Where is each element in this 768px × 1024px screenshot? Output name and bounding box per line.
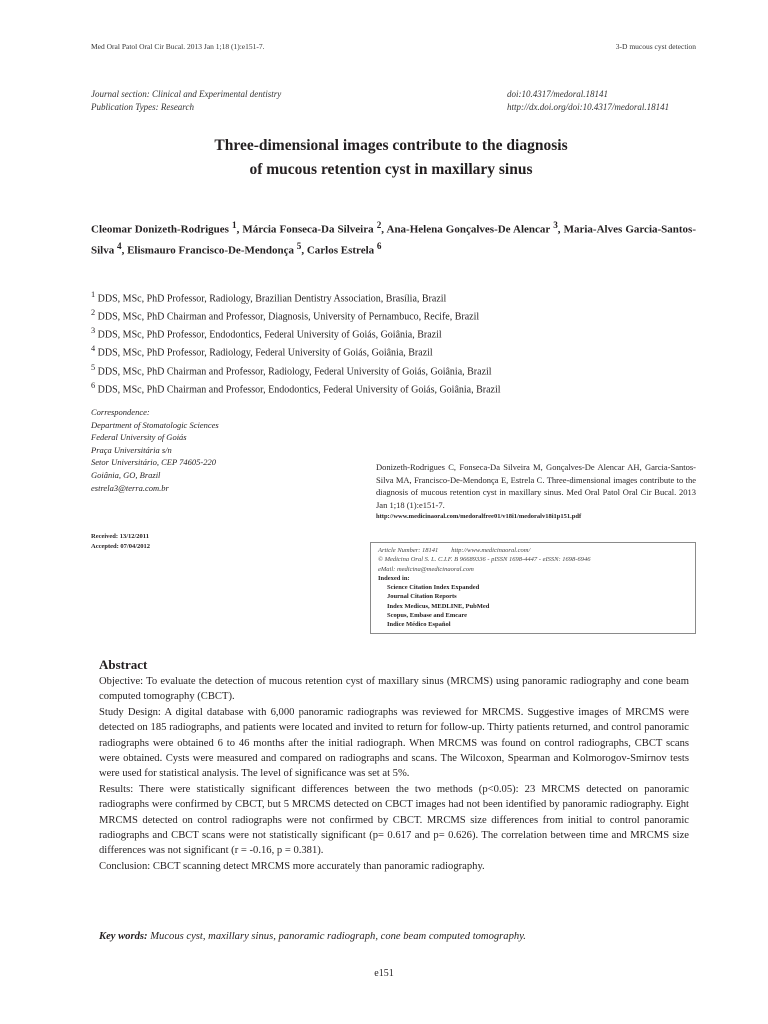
affiliation-number: 4 [91, 344, 96, 354]
affiliation-number: 5 [91, 362, 96, 372]
journal-meta-left [91, 88, 281, 114]
author-separator: , [301, 244, 307, 257]
affiliation-item [91, 342, 696, 360]
correspondence-line: Federal University of Goiás [91, 432, 187, 443]
author-name: Cleomar Donizeth-Rodrigues [91, 223, 229, 236]
contact-email[interactable]: eMail: medicina@medicinaoral.com [378, 565, 474, 573]
abstract-body [99, 674, 689, 874]
index-item: Journal Citation Reports [387, 593, 457, 601]
article-info-box [370, 542, 696, 634]
author-affiliation-marker: 6 [376, 240, 382, 251]
doi: doi:10.4317/medoral.18141 [507, 89, 608, 99]
running-head-right: 3-D mucous cyst detection [615, 42, 696, 51]
affiliation-text: DDS, MSc, PhD Professor, Radiology, Brazilian Dentistry Association, Brasília, Brazil [97, 293, 447, 305]
journal-meta-right [507, 88, 669, 114]
affiliation-text: DDS, MSc, PhD Professor, Endodontics, Federal University of Goiás, Goiânia, Brazil [97, 329, 442, 341]
author-affiliation-marker: 1 [232, 220, 237, 230]
author-separator: , [381, 223, 387, 236]
affiliation-text: DDS, MSc, PhD Chairman and Professor, Endodontics, Federal University of Goiás, Goiânia, Brazil [97, 383, 501, 395]
index-item: Scopus, Embase and Emcare [387, 612, 468, 620]
correspondence-label: Correspondence: [91, 407, 150, 417]
affiliation-text: DDS, MSc, PhD Professor, Radiology, Federal University of Goiás, Goiânia, Brazil [97, 347, 433, 359]
keywords-label: Key words: [99, 931, 148, 942]
correspondence-line: Department of Stomatologic Sciences [91, 419, 219, 430]
journal-site[interactable]: http://www.medicinaoral.com/ [451, 547, 531, 554]
author-separator: , [121, 244, 128, 257]
author-affiliation-marker: 5 [296, 240, 302, 251]
keywords [99, 929, 699, 944]
author-list [91, 217, 696, 258]
affiliation-number: 6 [91, 380, 96, 390]
affiliation-item [91, 361, 696, 379]
author-name: Ana-Helena Gonçalves-De Alencar [386, 223, 551, 236]
accepted-date: Accepted: 07/04/2012 [91, 542, 151, 550]
citation-url[interactable]: http://www.medicinaoral.com/medoralfree01/v18i1/medoralv18i1p151.pdf [376, 513, 582, 520]
page-number: e151 [374, 968, 394, 979]
affiliation-list [91, 288, 696, 397]
affiliation-text: DDS, MSc, PhD Chairman and Professor, Diagnosis, University of Pernambuco, Recife, Brazil [97, 311, 480, 323]
author-name: Márcia Fonseca-Da Silveira [242, 223, 374, 236]
paper-title [90, 134, 692, 182]
author-affiliation-marker: 3 [553, 220, 558, 230]
affiliation-item [91, 324, 696, 342]
author-affiliation-marker: 2 [376, 220, 382, 230]
affiliation-item [91, 288, 696, 306]
doi-link[interactable]: http://dx.doi.org/doi:10.4317/medoral.18141 [507, 102, 670, 112]
correspondence-email[interactable]: estrela3@terra.com.br [91, 482, 169, 493]
correspondence-line: Praça Universitária s/n [91, 444, 172, 455]
running-head-left: Med Oral Patol Oral Cir Bucal. 2013 Jan 1;18 (1):e151-7. [91, 42, 265, 51]
title-line-2: of mucous retention cyst in maxillary sinus [249, 161, 533, 178]
author-name: Carlos Estrela [306, 244, 375, 257]
copyright: © Medicina Oral S. L. C.I.F. B 96689336 - pISSN 1698-4447 - eISSN: 1698-6946 [378, 556, 591, 564]
author-separator: , [557, 223, 564, 236]
correspondence-line: Setor Universitário, CEP 74605-220 [91, 457, 216, 468]
citation-text: Donizeth-Rodrigues C, Fonseca-Da Silveira M, Gonçalves-De Alencar AH, Garcia-Santos-Silva MA, Francisco-De-Mendonça E, Estrela C. Three-dimensional images contribute to the diagnosis of mucous retention cyst in maxillary sinus. Med Oral Patol Oral Cir Bucal. 2013 Jan 1;18 (1):e151-7. [376, 462, 696, 510]
abstract-conclusion: Conclusion: CBCT scanning detect MRCMS more accurately than panoramic radiography. [99, 860, 485, 872]
index-item: Indice Médico Español [387, 621, 451, 629]
index-item: Science Citation Index Expanded [387, 584, 480, 592]
author-affiliation-marker: 4 [116, 240, 122, 251]
author-separator: , [236, 223, 243, 236]
received-date: Received: 13/12/2011 [91, 533, 149, 540]
abstract-results: Results: There were statistically significant differences between the two methods (p<0.05): 23 MRCMS detected on panoramic radiographs were confirmed by CBCT, but 5 MRCMS detected on CBCT images had not been identified by panoramic radiography. Eight MRCMS detected on control radiographs were not confirmed by CBCT. MRCMS size differences from initial to control panoramic radiographs and CBCT scans were not statistically significant (p= 0.617 and p= 0.626). The correlation between time and MRCMS size differences was not significant (r = -0.16, p = 0.381). [99, 783, 689, 857]
keywords-text: Mucous cyst, maxillary sinus, panoramic radiograph, cone beam computed tomography. [150, 931, 526, 942]
correspondence-line: Goiânia, GO, Brazil [91, 469, 161, 480]
correspondence-block [91, 406, 351, 494]
affiliation-text: DDS, MSc, PhD Chairman and Professor, Radiology, Federal University of Goiás, Goiânia, Brazil [97, 365, 492, 377]
author-name: Elismauro Francisco-De-Mendonça [127, 244, 294, 257]
indexed-label: Indexed in: [378, 574, 410, 582]
author-name: Maria-Alves Garcia-Santos-Silva [91, 223, 697, 257]
article-number: Article Number: 18141 [378, 547, 439, 554]
title-line-1: Three-dimensional images contribute to the diagnosis [214, 137, 568, 154]
affiliation-item [91, 306, 696, 324]
abstract-heading: Abstract [99, 657, 148, 672]
dates-block [91, 532, 150, 551]
article-number-row [378, 546, 688, 555]
citation-block [376, 461, 696, 524]
abstract-objective: Objective: To evaluate the detection of mucous retention cyst of maxillary sinus (MRCMS) using panoramic radiography and cone beam computed tomography (CBCT). [99, 676, 689, 703]
publication-type: Publication Types: Research [91, 102, 194, 112]
abstract-study-design: Study Design: A digital database with 6,000 panoramic radiographs was reviewed for MRCMS. Suggestive images of MRCMS were detected on 185 radiographs, and patients were located and invited to return for follow-up. Thirty patients returned, and control panoramic radiographs were obtained 6 to 46 months after the initial radiograph. When MRCMS was found on control radiographs, CBCT scans were obtained. Cysts were measured and compared on radiographs and scans. The Wilcoxon, Spearman and Kolmorogov-Smirnov tests were used for statistical analysis. The level of significance was set at 5%. [99, 706, 689, 780]
journal-section: Journal section: Clinical and Experimental dentistry [91, 89, 282, 99]
affiliation-item [91, 379, 696, 397]
affiliation-number: 3 [91, 326, 96, 336]
affiliation-number: 2 [91, 308, 96, 318]
index-item: Index Medicus, MEDLINE, PubMed [387, 602, 490, 610]
affiliation-number: 1 [91, 290, 96, 299]
